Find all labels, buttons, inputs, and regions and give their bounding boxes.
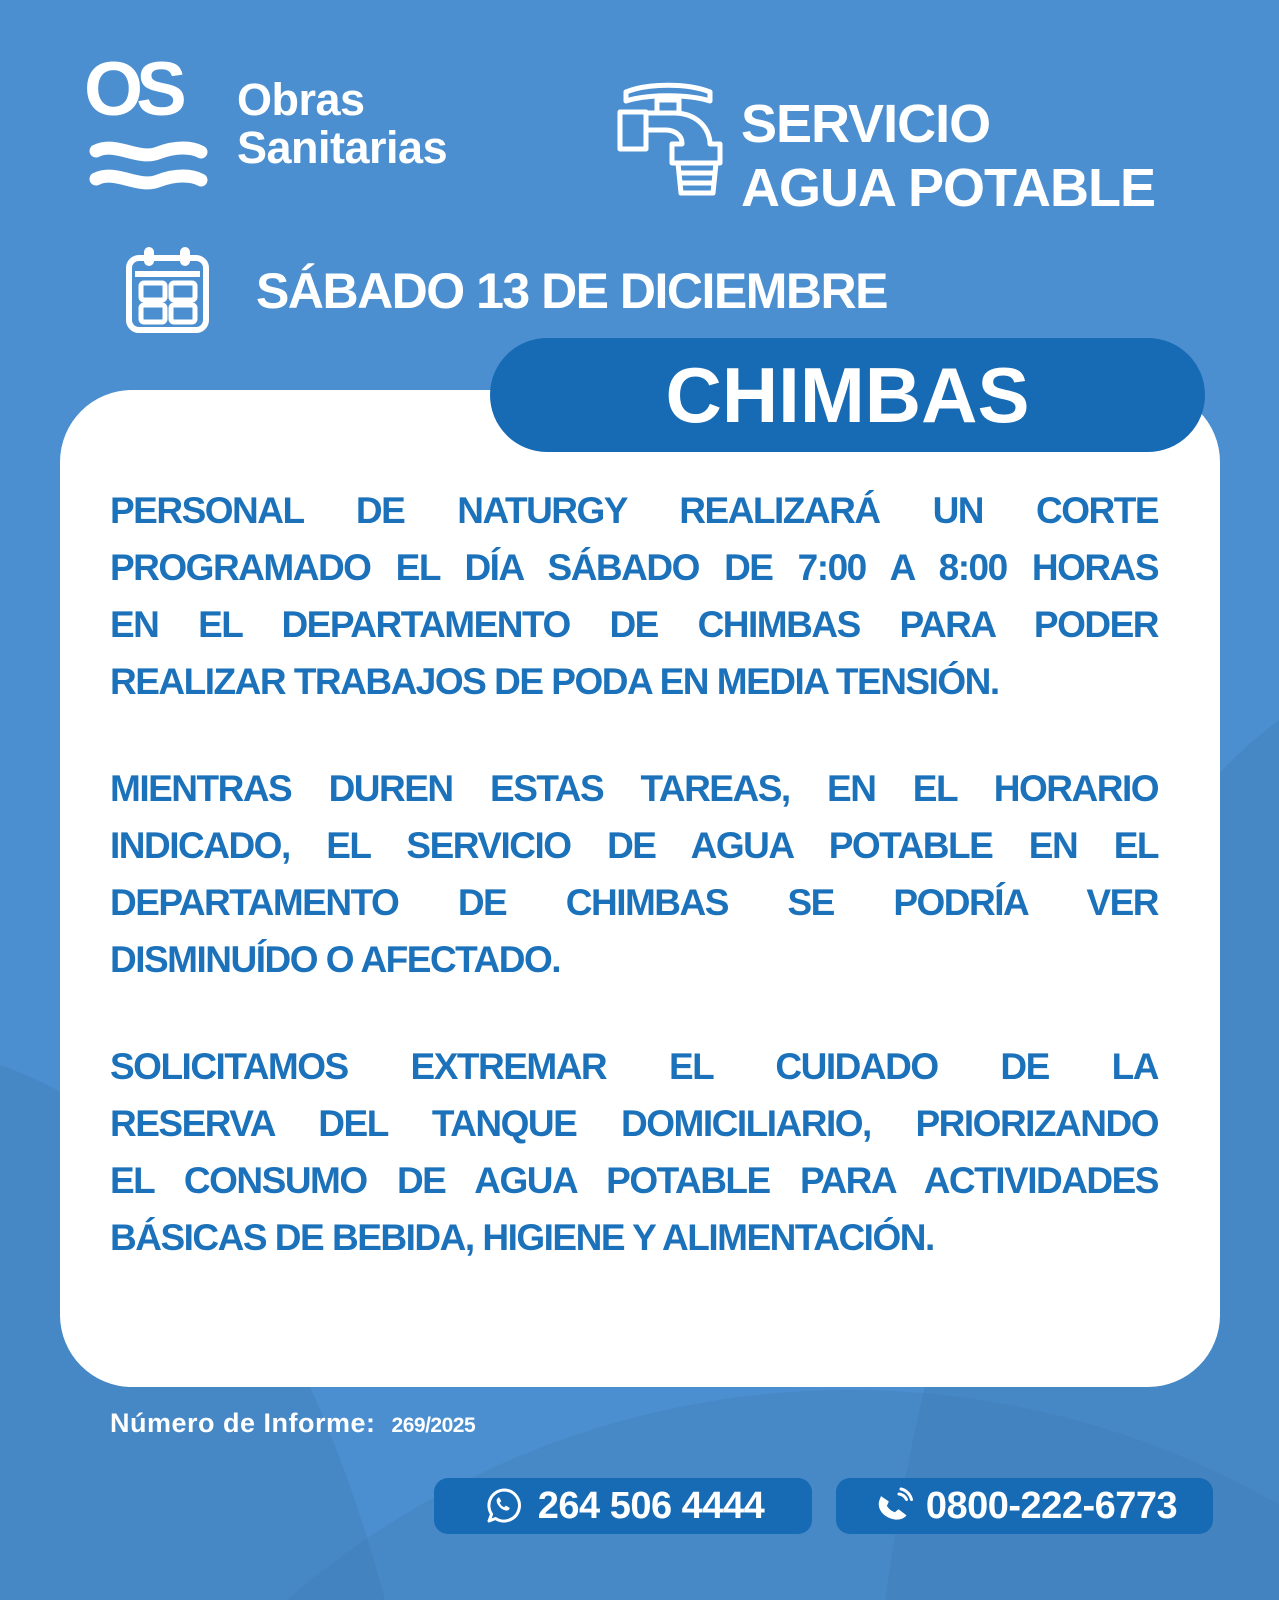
whatsapp-icon	[482, 1484, 526, 1528]
brand-name-line2: Sanitarias	[237, 122, 448, 173]
service-title	[741, 92, 1155, 220]
service-title-line2: AGUA POTABLE	[741, 158, 1155, 218]
notice-paragraph-2	[110, 760, 1158, 988]
calendar-icon	[120, 243, 215, 338]
date-banner: SÁBADO 13 DE DICIEMBRE	[256, 263, 887, 319]
notice-line: DEPARTAMENTO DE CHIMBAS SE PODRÍA VER	[110, 882, 1158, 923]
report-number-value: 269/2025	[391, 1414, 476, 1437]
phone-icon	[872, 1485, 914, 1527]
notice-line: DISMINUÍDO O AFECTADO.	[110, 939, 561, 980]
notice-paragraph-1	[110, 482, 1158, 710]
location-pill: CHIMBAS	[490, 338, 1205, 452]
notice-line: PERSONAL DE NATURGY REALIZARÁ UN CORTE	[110, 490, 1158, 531]
notice-paragraph-3	[110, 1038, 1158, 1266]
os-logo: OS	[84, 47, 180, 132]
brand-name-line1: Obras	[237, 74, 365, 125]
service-title-line1: SERVICIO	[741, 94, 991, 154]
notice-line: INDICADO, EL SERVICIO DE AGUA POTABLE EN EL	[110, 825, 1158, 866]
brand-name	[237, 76, 447, 172]
faucet-icon	[602, 70, 732, 205]
notice-line: PROGRAMADO EL DÍA SÁBADO DE 7:00 A 8:00 HORAS	[110, 547, 1158, 588]
phone-contact-button[interactable]	[836, 1478, 1213, 1534]
os-logo-waves-icon	[88, 138, 208, 196]
report-number-row	[110, 1408, 475, 1439]
whatsapp-number: 264 506 4444	[537, 1484, 765, 1527]
notice-card	[60, 390, 1220, 1387]
notice-line: SOLICITAMOS EXTREMAR EL CUIDADO DE LA	[110, 1046, 1158, 1087]
notice-line: BÁSICAS DE BEBIDA, HIGIENE Y ALIMENTACIÓN.	[110, 1217, 934, 1258]
notice-line: REALIZAR TRABAJOS DE PODA EN MEDIA TENSIÓN.	[110, 661, 999, 702]
whatsapp-contact-button[interactable]	[434, 1478, 812, 1534]
notice-line: EL CONSUMO DE AGUA POTABLE PARA ACTIVIDADES	[110, 1160, 1158, 1201]
phone-number: 0800-222-6773	[925, 1484, 1178, 1527]
report-number-label: Número de Informe:	[110, 1408, 376, 1438]
notice-line: EN EL DEPARTAMENTO DE CHIMBAS PARA PODER	[110, 604, 1158, 645]
notice-line: MIENTRAS DUREN ESTAS TAREAS, EN EL HORARIO	[110, 768, 1158, 809]
notice-line: RESERVA DEL TANQUE DOMICILIARIO, PRIORIZANDO	[110, 1103, 1158, 1144]
